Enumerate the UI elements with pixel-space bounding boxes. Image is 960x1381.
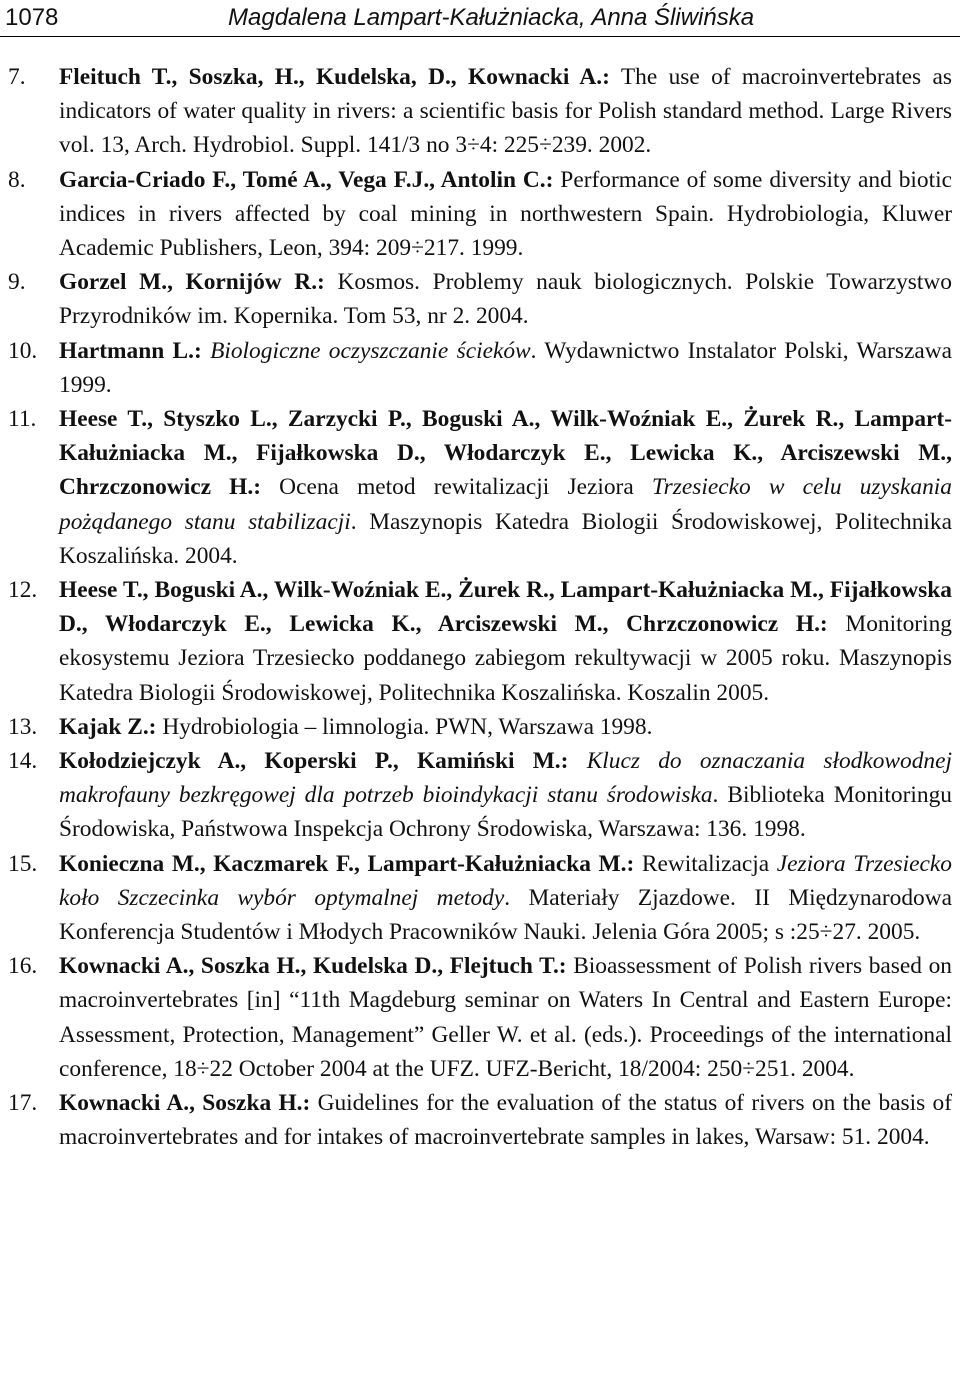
reference-authors: Garcia-Criado F., Tomé A., Vega F.J., Antolin C.: (59, 166, 554, 193)
reference-number: 8. (8, 166, 26, 193)
reference-text-tail: . Wydawnictwo Instalator Polski, Warszawa 1999. (59, 337, 952, 398)
reference-authors: Kownacki A., Soszka H., Kudelska D., Flejtuch T.: (59, 953, 567, 980)
reference-text: Monitoring ekosystemu Jeziora Trzesiecko poddanego zabiegom rekultywacji w 2005 roku. Maszynopis Katedra Biologii Środowiskowej, Politechnika Koszalińska. Koszalin 2005. (59, 611, 952, 706)
reference-title-italic: Jeziora Trzesiecko koło Szczecinka wybór optymalnej metody (59, 850, 952, 911)
reference-number: 12. (8, 577, 38, 604)
reference-text: Bioassessment of Polish rivers based on macroinvertebrates [in] “11th Magdeburg seminar on Waters In Central and Eastern Europe: Assessment, Protection, Management” Geller W. et al. (eds.). Proceedings of the international conference, 18÷22 October 2004 at the UFZ. UFZ-Bericht, 18/2004: 250÷251. 2004. (59, 953, 952, 1082)
reference-text (202, 338, 210, 364)
reference-text (568, 748, 586, 774)
reference-item (0, 949, 960, 1086)
reference-number: 17. (8, 1090, 38, 1117)
reference-authors: Kajak Z.: (59, 713, 157, 740)
reference-authors: Konieczna M., Kaczmarek F., Lampart-Kałużniacka M.: (59, 850, 635, 877)
reference-item (0, 847, 960, 950)
reference-item (0, 265, 960, 333)
reference-title-italic: Biologiczne oczyszczanie ścieków (210, 337, 531, 364)
reference-list (0, 60, 960, 1155)
reference-text: Guidelines for the evaluation of the status of rivers on the basis of macroinvertebrates and for intakes of macroinvertebrate samples in lakes, Warsaw: 51. 2004. (59, 1090, 953, 1151)
running-header-authors: Magdalena Lampart-Kałużniacka, Anna Śliwińska (228, 4, 755, 31)
reference-text: Rewitalizacja (634, 850, 777, 877)
reference-authors: Heese T., Boguski A., Wilk-Woźniak E., Żurek R., Lampart-Kałużniacka M., Fijałkowska D., Włodarczyk E., Lewicka K., Arciszewski M., Chrzczonowicz H.: (59, 577, 952, 638)
page-number: 1078 (5, 4, 59, 31)
reference-authors: Kołodziejczyk A., Koperski P., Kamiński M.: (59, 748, 569, 775)
reference-item (0, 60, 960, 163)
reference-item (0, 334, 960, 402)
reference-number: 9. (8, 269, 26, 296)
reference-text: The use of macroinvertebrates as indicators of water quality in rivers: a scientific basis for Polish standard method. Large Rivers vol. 13, Arch. Hydrobiol. Suppl. 141/3 no 3÷4: 225÷239. 2002. (59, 64, 952, 159)
page-header (0, 0, 960, 37)
reference-number: 15. (8, 850, 38, 877)
reference-number: 11. (8, 406, 37, 433)
reference-authors: Heese T., Styszko L., Zarzycki P., Boguski A., Wilk-Woźniak E., Żurek R., Lampart-Kałużniacka M., Fijałkowska D., Włodarczyk E., Lewicka K., Arciszewski M., Chrzczonowicz H.: (59, 406, 952, 501)
reference-authors: Gorzel M., Kornijów R.: (59, 269, 325, 296)
reference-number: 7. (8, 64, 26, 90)
reference-item (0, 163, 960, 266)
reference-authors: Hartmann L.: (59, 337, 202, 364)
reference-title-italic: Klucz do oznaczania słodkowodnej makrofauny bezkręgowej dla potrzeb bioindykacji stanu środowiska (59, 748, 952, 809)
reference-text: Performance of some diversity and biotic indices in rivers affected by coal mining in northwestern Spain. Hydrobiologia, Kluwer Academic Publishers, Leon, 394: 209÷217. 1999. (59, 166, 952, 262)
reference-text: Ocena metod rewitalizacji Jeziora (261, 474, 652, 501)
reference-item (0, 402, 960, 573)
reference-item (0, 710, 960, 744)
reference-number: 14. (8, 748, 38, 775)
reference-item (0, 1086, 960, 1154)
reference-item (0, 744, 960, 847)
reference-text: Hydrobiologia – limnologia. PWN, Warszawa 1998. (156, 713, 653, 740)
reference-number: 16. (8, 953, 38, 980)
reference-item (0, 573, 960, 710)
reference-text-tail: . Biblioteka Monitoringu Środowiska, Państwowa Inspekcja Ochrony Środowiska, Warszawa: 136. 1998. (59, 782, 952, 843)
reference-number: 10. (8, 337, 38, 364)
reference-authors: Fleituch T., Soszka, H., Kudelska, D., Kownacki A.: (59, 64, 610, 90)
reference-text: Kosmos. Problemy nauk biologicznych. Polskie Towarzystwo Przyrodników im. Kopernika. Tom 53, nr 2. 2004. (59, 269, 952, 330)
reference-number: 13. (8, 713, 38, 740)
reference-text-tail: . Materiały Zjazdowe. II Międzynarodowa Konferencja Studentów i Młodych Pracowników Nauki. Jelenia Góra 2005; s :25÷27. 2005. (59, 884, 953, 946)
reference-authors: Kownacki A., Soszka H.: (59, 1090, 311, 1117)
reference-text-tail: . Maszynopis Katedra Biologii Środowiskowej, Politechnika Koszalińska. 2004. (59, 508, 952, 569)
reference-title-italic: Trzesiecko w celu uzyskania pożądanego stanu stabilizacji (59, 474, 952, 535)
